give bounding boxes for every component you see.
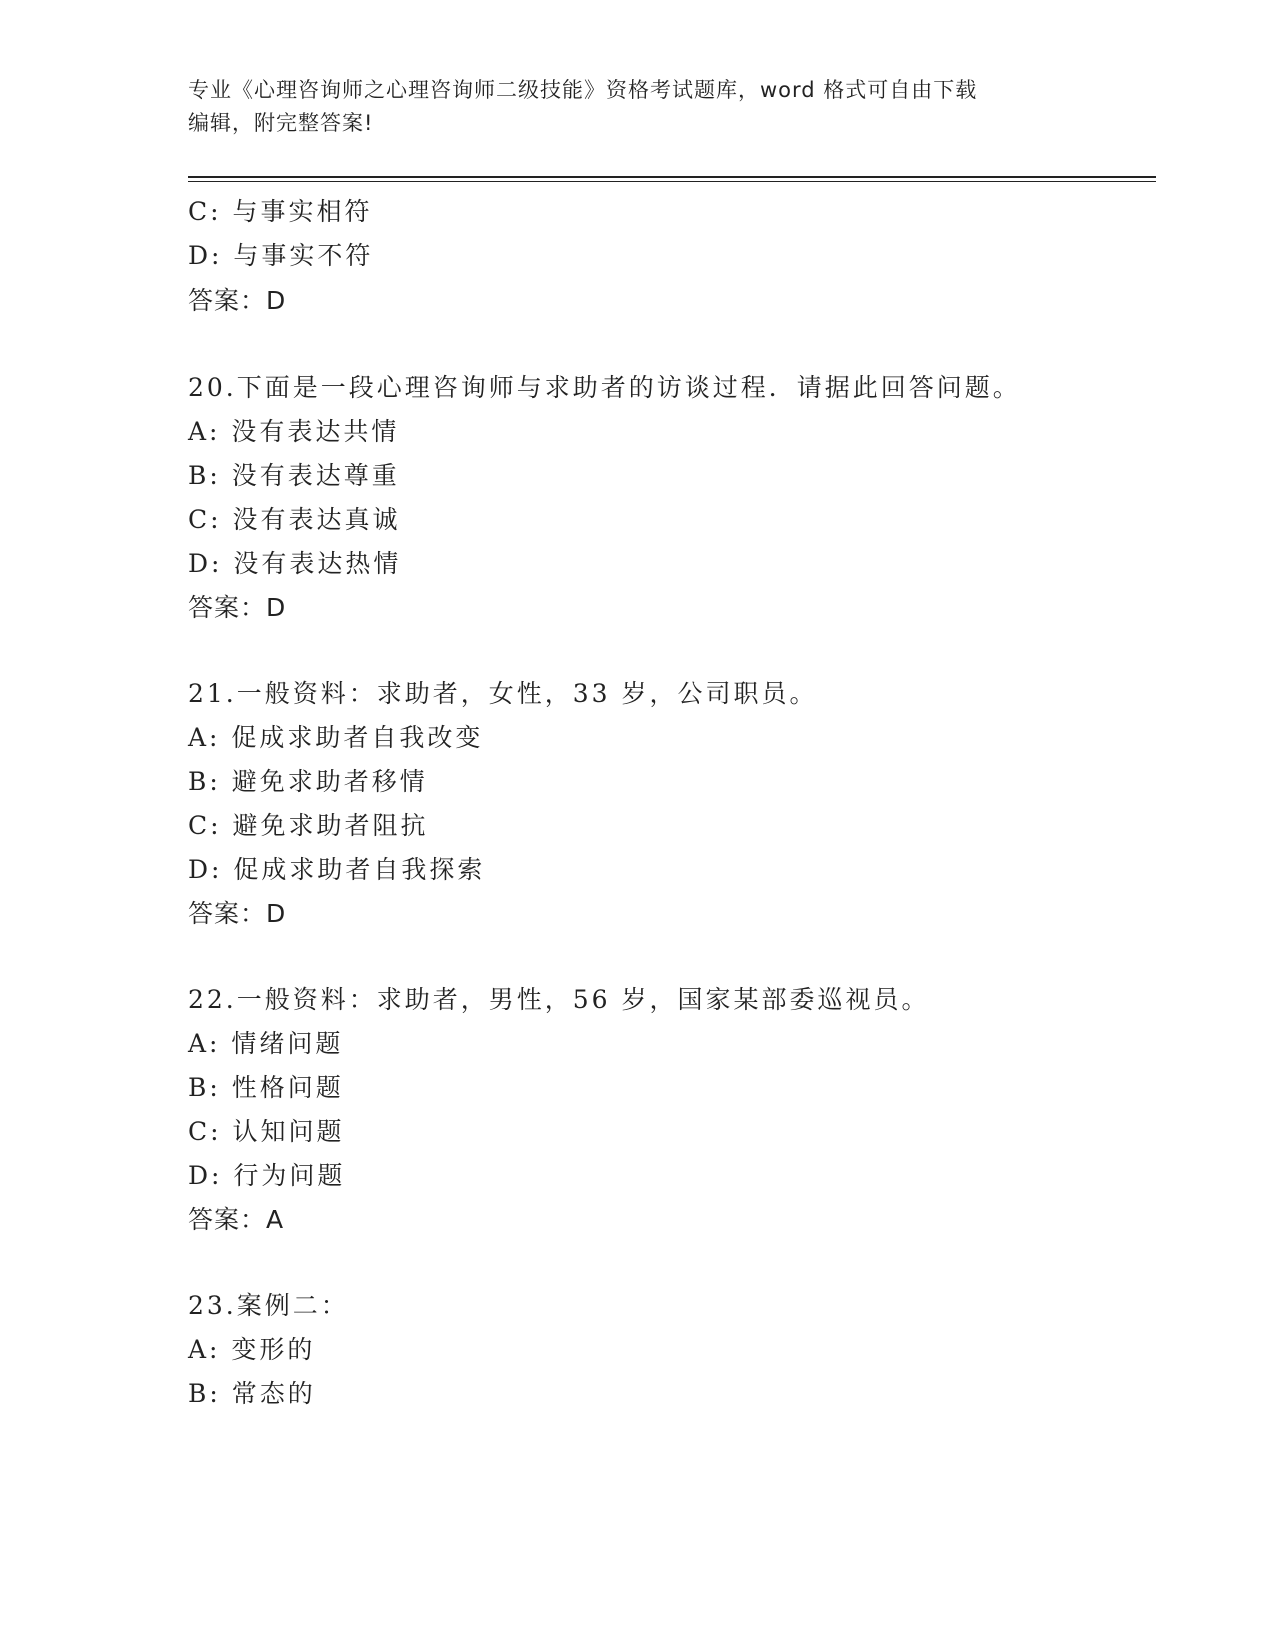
option-b: B: 性格问题 bbox=[188, 1073, 344, 1102]
header-divider-thick bbox=[188, 176, 1156, 178]
option-a: A: 情绪问题 bbox=[188, 1029, 344, 1058]
option-c: C: 避免求助者阻抗 bbox=[188, 811, 429, 840]
option-c: C: 与事实相符 bbox=[188, 197, 373, 226]
answer-label: 答案：D bbox=[188, 899, 287, 928]
option-b: B: 没有表达尊重 bbox=[188, 461, 400, 490]
option-d: D: 与事实不符 bbox=[188, 241, 374, 270]
option-b: B: 避免求助者移情 bbox=[188, 767, 428, 796]
option-d: D: 促成求助者自我探索 bbox=[188, 855, 486, 884]
question-stem-20: 20.下面是一段心理咨询师与求助者的访谈过程．请据此回答问题。 bbox=[188, 373, 1021, 402]
answer-label: 答案：D bbox=[188, 286, 287, 315]
option-c: C: 认知问题 bbox=[188, 1117, 345, 1146]
answer-label: 答案：A bbox=[188, 1205, 285, 1234]
option-d: D: 没有表达热情 bbox=[188, 549, 402, 578]
option-c: C: 没有表达真诚 bbox=[188, 505, 401, 534]
option-a: A: 没有表达共情 bbox=[188, 417, 400, 446]
answer-label: 答案：D bbox=[188, 593, 287, 622]
question-stem-22: 22.一般资料：求助者，男性，56 岁，国家某部委巡视员。 bbox=[188, 985, 930, 1014]
header-line-1: 专业《心理咨询师之心理咨询师二级技能》资格考试题库，word 格式可自由下载 bbox=[188, 78, 978, 102]
option-a: A: 促成求助者自我改变 bbox=[188, 723, 484, 752]
document-header bbox=[188, 74, 1068, 140]
header-line-2: 编辑，附完整答案! bbox=[188, 111, 374, 135]
header-divider-thin bbox=[188, 181, 1156, 182]
question-stem-23: 23.案例二： bbox=[188, 1291, 349, 1320]
option-a: A: 变形的 bbox=[188, 1335, 316, 1364]
option-d: D: 行为问题 bbox=[188, 1161, 346, 1190]
question-stem-21: 21.一般资料：求助者，女性，33 岁，公司职员。 bbox=[188, 679, 818, 708]
option-b: B: 常态的 bbox=[188, 1379, 316, 1408]
